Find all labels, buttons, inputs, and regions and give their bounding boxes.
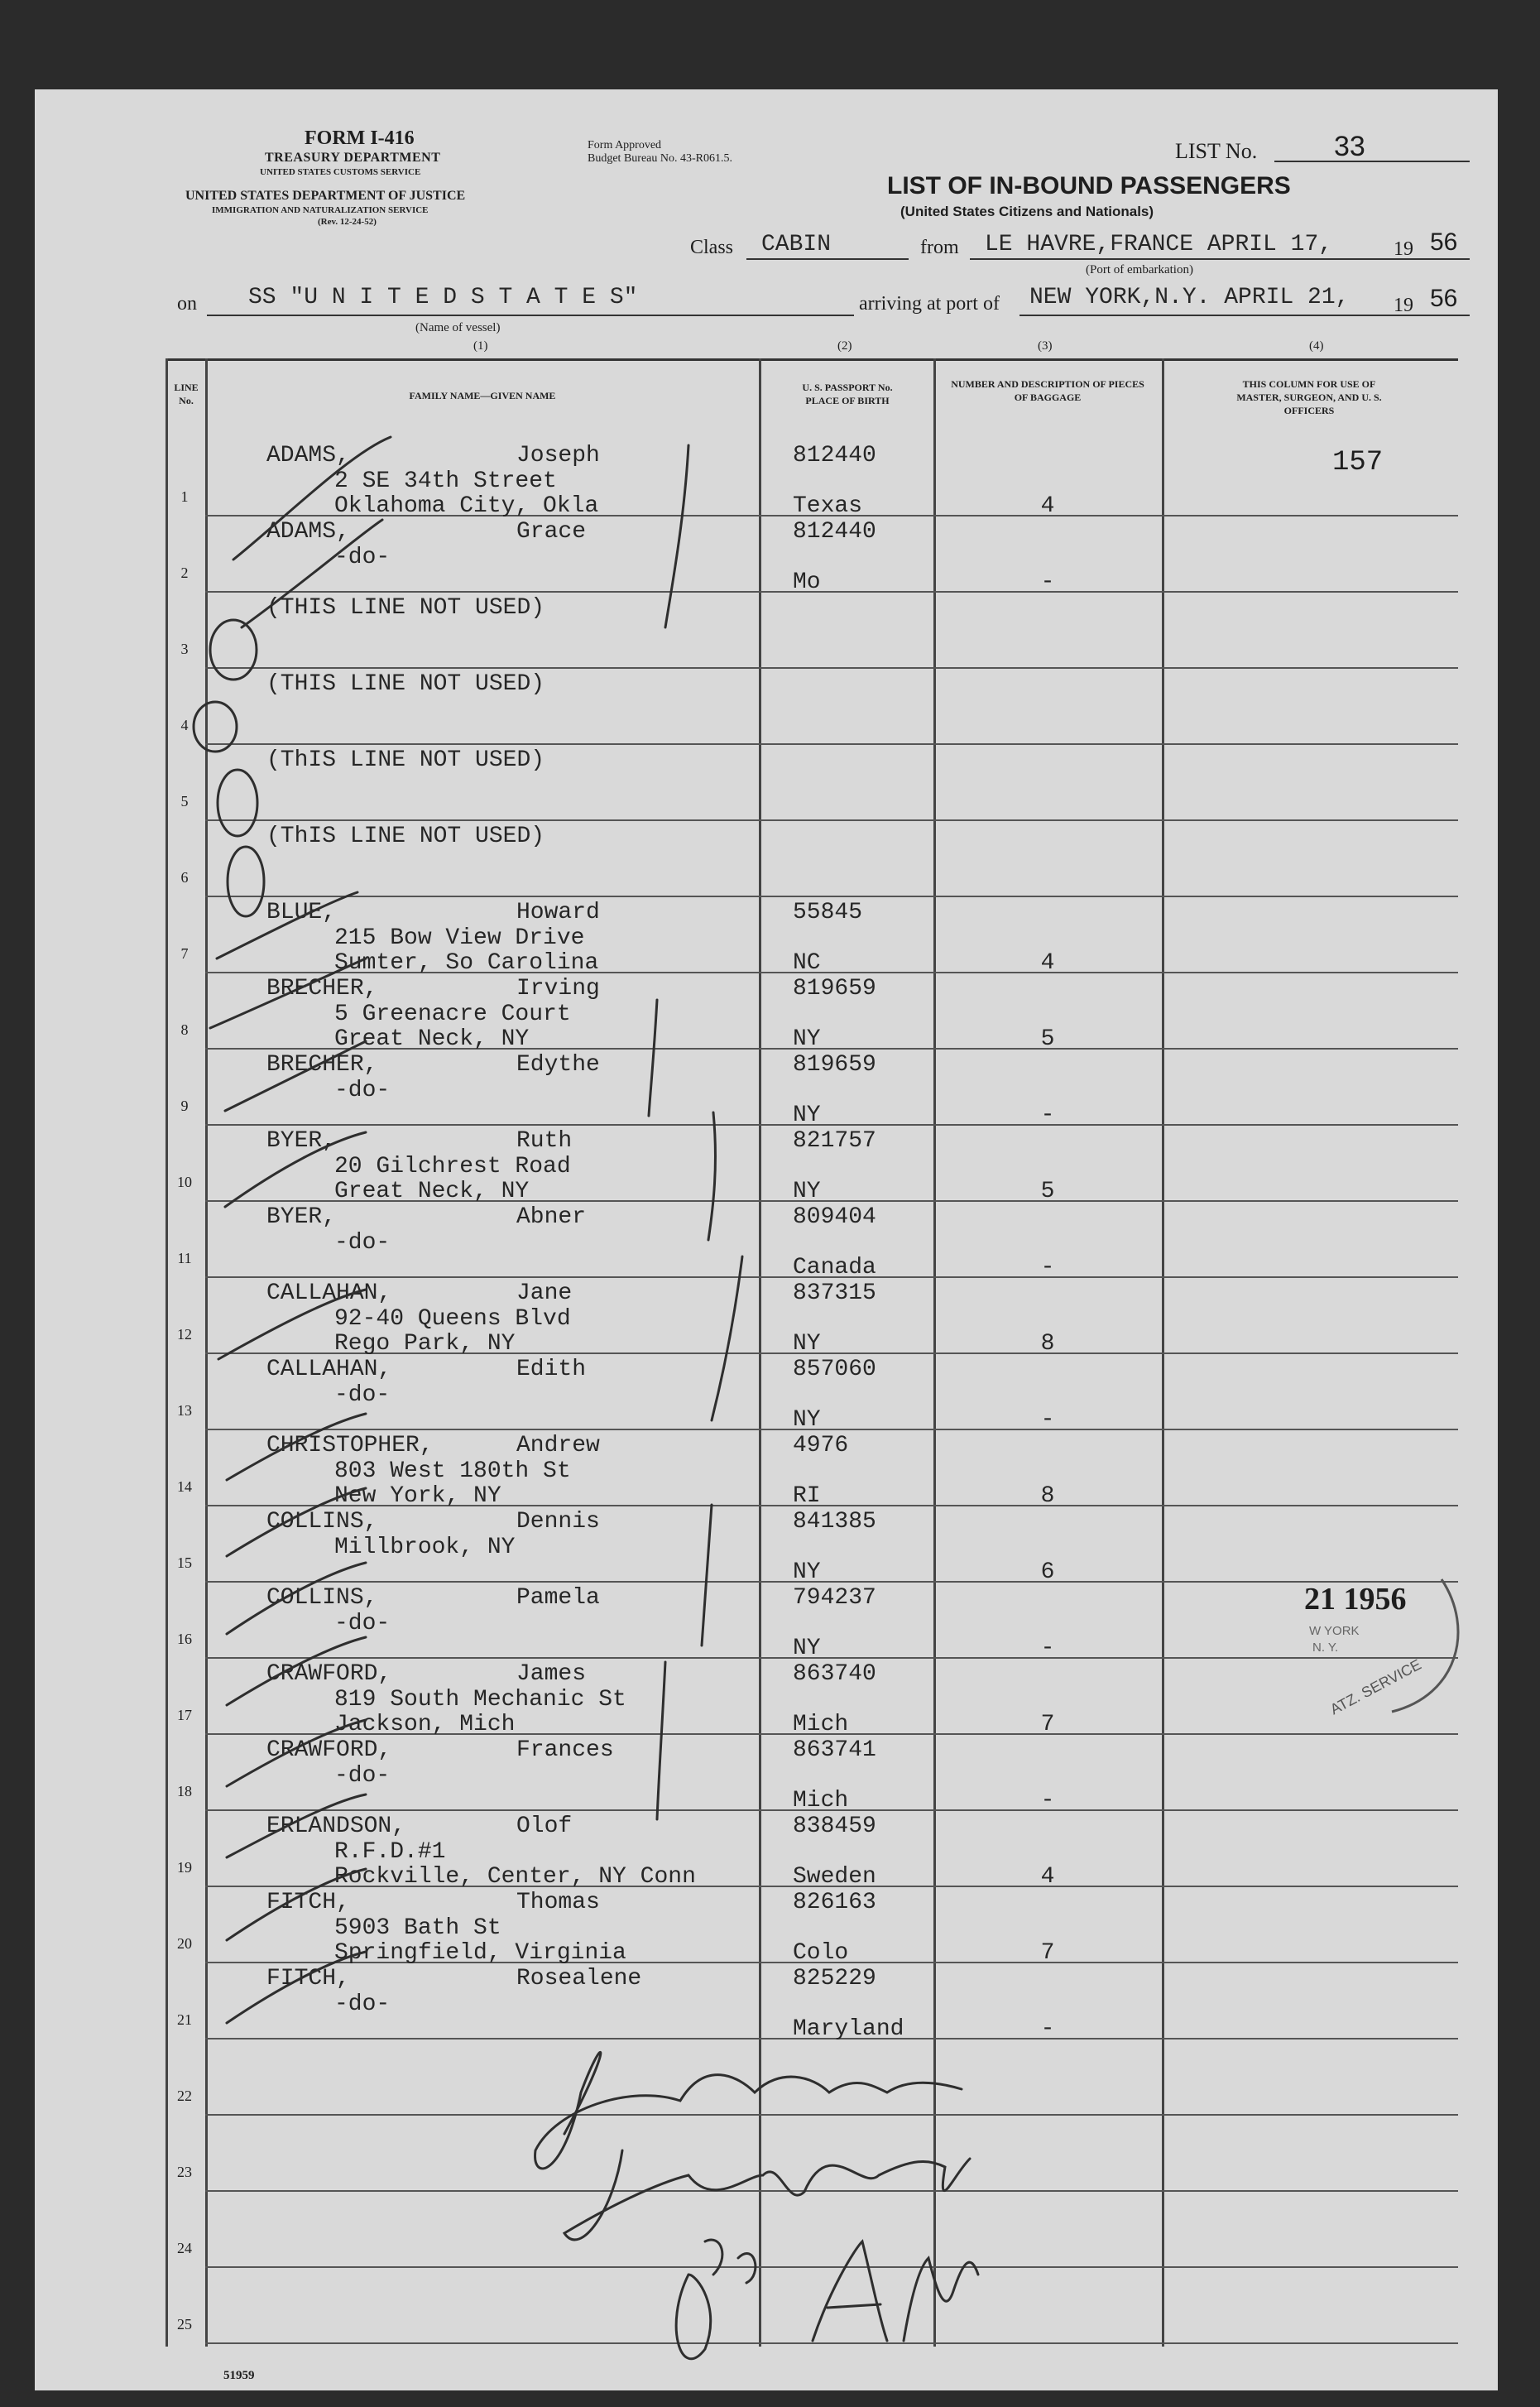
pen-marks [35, 89, 1498, 2390]
place-of-birth: NC [793, 950, 821, 976]
place-of-birth: Texas [793, 493, 863, 519]
place-of-birth: NY [793, 1179, 821, 1204]
row-divider [205, 2342, 1458, 2344]
family-name: (ThIS LINE NOT USED) [266, 747, 545, 773]
passport-number: 863740 [793, 1661, 876, 1687]
family-name: (THIS LINE NOT USED) [266, 595, 545, 621]
row-divider [205, 1124, 1458, 1126]
line-number: 24 [177, 2240, 192, 2256]
given-name: Dennis [516, 1509, 600, 1535]
address-line-2: Oklahoma City, Okla [334, 493, 599, 519]
row-divider [205, 1429, 1458, 1430]
passport-number: 863741 [793, 1737, 876, 1763]
arrival-year: 56 [1430, 285, 1458, 312]
col-number-3: (3) [1038, 339, 1053, 353]
header-family-name: FAMILY NAME—GIVEN NAME [409, 390, 556, 401]
given-name: Andrew [516, 1433, 600, 1458]
stamp-state: N. Y. [1312, 1641, 1339, 1655]
place-of-birth: Maryland [793, 2016, 904, 2042]
given-name: Joseph [516, 443, 600, 468]
address-line-1: -do- [334, 1763, 391, 1789]
baggage-count: 4 [1040, 493, 1055, 519]
line-number: 6 [180, 869, 189, 886]
baggage-count: - [1040, 1255, 1055, 1280]
address-line-1: 819 South Mechanic St [334, 1687, 626, 1713]
baggage-count: 5 [1040, 1179, 1055, 1204]
address-line-1: 20 Gilchrest Road [334, 1154, 571, 1179]
stamp-service: ATZ. SERVICE [1327, 1655, 1424, 1718]
baggage-count: 8 [1040, 1483, 1055, 1509]
address-line-1: 5903 Bath St [334, 1915, 501, 1941]
port-embarkation-caption: (Port of embarkation) [1086, 263, 1193, 276]
baggage-count: 5 [1040, 1026, 1055, 1052]
passport-number: 812440 [793, 519, 876, 545]
officer-note: 157 [1332, 447, 1384, 478]
row-divider [205, 667, 1458, 669]
given-name: Ruth [516, 1128, 573, 1154]
baggage-count: 4 [1040, 950, 1055, 976]
line-number: 10 [177, 1174, 192, 1190]
line-number: 14 [177, 1478, 192, 1495]
family-name: (ThIS LINE NOT USED) [266, 824, 545, 849]
line-number: 21 [177, 2011, 192, 2028]
family-name: BRECHER, [266, 976, 378, 1002]
from-year: 56 [1430, 228, 1458, 256]
address-line-2: Rockville, Center, NY Conn [334, 1864, 696, 1890]
line-number: 9 [180, 1098, 189, 1114]
form-title: LIST OF IN-BOUND PASSENGERS [887, 172, 1291, 199]
family-name: CRAWFORD, [266, 1737, 392, 1763]
family-name: CALLAHAN, [266, 1357, 392, 1382]
line-number: 4 [180, 717, 189, 733]
header-baggage: NUMBER AND DESCRIPTION OF PIECES OF BAGGAGE [951, 378, 1144, 403]
given-name: Abner [516, 1204, 587, 1230]
baggage-count: - [1040, 569, 1055, 595]
line-number: 25 [177, 2316, 192, 2333]
passport-number: 812440 [793, 443, 876, 468]
family-name: ADAMS, [266, 443, 350, 468]
line-number: 20 [177, 1935, 192, 1952]
list-no-value: 33 [1334, 131, 1365, 162]
class-value: CABIN [761, 232, 832, 257]
given-name: Olof [516, 1814, 573, 1839]
line-number: 11 [177, 1250, 192, 1266]
family-name: FITCH, [266, 1966, 350, 1991]
revision-date: (Rev. 12-24-52) [318, 217, 377, 227]
col-number-2: (2) [837, 339, 852, 353]
tally-stroke [708, 1112, 715, 1240]
line-number: 5 [180, 793, 189, 810]
passport-number: 826163 [793, 1890, 876, 1915]
given-name: James [516, 1661, 587, 1687]
place-of-birth: Mich [793, 1712, 849, 1737]
line-number: 22 [177, 2088, 192, 2104]
address-line-1: -do- [334, 545, 391, 570]
baggage-count: 8 [1040, 1331, 1055, 1357]
on-label: on [177, 293, 197, 315]
list-no-label: LIST No. [1175, 139, 1258, 163]
given-name: Thomas [516, 1890, 600, 1915]
inspection-stamp [1276, 1554, 1466, 1720]
place-of-birth: NY [793, 1331, 821, 1357]
passport-number: 838459 [793, 1814, 876, 1839]
line-number: 19 [177, 1859, 192, 1876]
place-of-birth: NY [793, 1636, 821, 1661]
line-number: 23 [177, 2164, 192, 2180]
stamp-date: 21 1956 [1304, 1582, 1407, 1617]
given-name: Rosealene [516, 1966, 642, 1991]
line-number: 1 [180, 488, 189, 505]
arrival-value: NEW YORK,N.Y. APRIL 21, [1029, 285, 1350, 310]
line-number: 3 [180, 641, 189, 657]
stamp-city: W YORK [1309, 1624, 1360, 1638]
address-line-2: Springfield, Virginia [334, 1940, 626, 1966]
given-name: Edith [516, 1357, 587, 1382]
baggage-count: 7 [1040, 1712, 1055, 1737]
address-line-1: 803 West 180th St [334, 1458, 571, 1484]
signature [535, 2052, 962, 2169]
row-divider [205, 2114, 1458, 2116]
vessel-name: SS "U N I T E D S T A T E S" [248, 285, 638, 310]
baggage-count: - [1040, 1103, 1055, 1128]
circle-mark [210, 620, 257, 680]
vessel-caption: (Name of vessel) [415, 321, 501, 334]
given-name: Grace [516, 519, 587, 545]
baggage-count: - [1040, 1788, 1055, 1814]
place-of-birth: Sweden [793, 1864, 876, 1890]
family-name: ERLANDSON, [266, 1814, 406, 1839]
passport-number: 794237 [793, 1585, 876, 1611]
given-name: Pamela [516, 1585, 600, 1611]
passport-number: 809404 [793, 1204, 876, 1230]
line-number: 15 [177, 1554, 192, 1571]
given-name: Frances [516, 1737, 614, 1763]
address-line-2: Great Neck, NY [334, 1026, 530, 1052]
baggage-count: - [1040, 2016, 1055, 2042]
row-divider [205, 743, 1458, 745]
baggage-count: 7 [1040, 1940, 1055, 1966]
passport-number: 857060 [793, 1357, 876, 1382]
passport-number: 825229 [793, 1966, 876, 1991]
from-value: LE HAVRE,FRANCE APRIL 17, [985, 232, 1333, 257]
arrival-year-prefix: 19 [1394, 295, 1413, 316]
signature [813, 2241, 978, 2341]
baggage-count: - [1040, 1407, 1055, 1433]
baggage-count: 6 [1040, 1559, 1055, 1585]
address-line-1: -do- [334, 1611, 391, 1636]
row-divider [205, 2266, 1458, 2268]
address-line-1: 5 Greenacre Court [334, 1002, 571, 1027]
address-line-2: Rego Park, NY [334, 1331, 516, 1357]
circle-mark [228, 847, 264, 916]
col-number-4: (4) [1309, 339, 1324, 353]
passport-number: 4976 [793, 1433, 849, 1458]
ins-service: IMMIGRATION AND NATURALIZATION SERVICE [212, 205, 429, 215]
col-number-1: (1) [473, 339, 488, 353]
tally-stroke [665, 445, 688, 627]
row-divider [205, 1657, 1458, 1659]
passport-number: 837315 [793, 1280, 876, 1306]
given-name: Edythe [516, 1052, 600, 1078]
line-number: 13 [177, 1402, 192, 1419]
passport-number: 841385 [793, 1509, 876, 1535]
family-name: BYER, [266, 1204, 337, 1230]
given-name: Jane [516, 1280, 573, 1306]
address-line-1: -do- [334, 1991, 391, 2017]
place-of-birth: Colo [793, 1940, 849, 1966]
class-label: Class [690, 237, 734, 258]
address-line-1: 215 Bow View Drive [334, 925, 585, 951]
address-line-2: Jackson, Mich [334, 1712, 516, 1737]
row-divider [205, 2190, 1458, 2192]
budget-bureau: Budget Bureau No. 43-R061.5. [588, 152, 732, 165]
place-of-birth: NY [793, 1026, 821, 1052]
passport-number: 55845 [793, 900, 863, 925]
family-name: FITCH, [266, 1890, 350, 1915]
family-name: BRECHER, [266, 1052, 378, 1078]
from-label: from [920, 237, 959, 258]
passenger-list-form [35, 89, 1498, 2390]
given-name: Howard [516, 900, 600, 925]
row-divider [205, 1581, 1458, 1583]
table-top-border [166, 358, 1458, 361]
family-name: BYER, [266, 1128, 337, 1154]
address-line-1: -do- [334, 1382, 391, 1408]
header-line-no: LINE No. [174, 382, 199, 406]
form-subtitle: (United States Citizens and Nationals) [900, 204, 1154, 219]
row-divider [205, 819, 1458, 821]
address-line-2: Great Neck, NY [334, 1179, 530, 1204]
family-name: CRAWFORD, [266, 1661, 392, 1687]
row-divider [205, 896, 1458, 897]
address-line-1: -do- [334, 1230, 391, 1256]
form-approved: Form Approved [588, 139, 662, 151]
passport-number: 821757 [793, 1128, 876, 1154]
place-of-birth: Mich [793, 1788, 849, 1814]
place-of-birth: NY [793, 1103, 821, 1128]
address-line-1: R.F.D.#1 [334, 1839, 446, 1865]
tally-stroke [657, 1662, 665, 1819]
address-line-1: -do- [334, 1078, 391, 1103]
family-name: (THIS LINE NOT USED) [266, 671, 545, 697]
baggage-count: 4 [1040, 1864, 1055, 1890]
tally-stroke [712, 1256, 742, 1420]
passport-number: 819659 [793, 976, 876, 1002]
given-name: Irving [516, 976, 600, 1002]
form-number: FORM I-416 [305, 127, 415, 149]
place-of-birth: NY [793, 1407, 821, 1433]
passport-number: 819659 [793, 1052, 876, 1078]
header-passport: U. S. PASSPORT No. PLACE OF BIRTH [802, 382, 893, 406]
address-line-2: Sumter, So Carolina [334, 950, 599, 976]
footer-code: 51959 [223, 2369, 255, 2382]
place-of-birth: NY [793, 1559, 821, 1585]
address-line-2: New York, NY [334, 1483, 501, 1509]
baggage-count: - [1040, 1636, 1055, 1661]
family-name: BLUE, [266, 900, 337, 925]
family-name: COLLINS, [266, 1509, 378, 1535]
treasury-dept: TREASURY DEPARTMENT [265, 151, 441, 165]
row-divider [205, 591, 1458, 593]
place-of-birth: Canada [793, 1255, 876, 1280]
line-number: 12 [177, 1326, 192, 1343]
family-name: CALLAHAN, [266, 1280, 392, 1306]
line-number: 2 [180, 565, 189, 581]
place-of-birth: RI [793, 1483, 821, 1509]
line-number: 18 [177, 1783, 192, 1799]
line-number: 17 [177, 1707, 192, 1723]
line-number: 16 [177, 1631, 192, 1647]
address-line-1: Millbrook, NY [334, 1535, 516, 1560]
signature [676, 2275, 711, 2359]
tally-stroke [702, 1505, 712, 1646]
line-number: 8 [180, 1021, 189, 1038]
line-number: 7 [180, 945, 189, 962]
header-officers: THIS COLUMN FOR USE OF MASTER, SURGEON, AND U. S. OFFICERS [1236, 378, 1382, 416]
family-name: COLLINS, [266, 1585, 378, 1611]
signature [705, 2240, 756, 2283]
circle-mark [218, 770, 257, 836]
address-line-1: 92-40 Queens Blvd [334, 1306, 571, 1332]
tally-stroke [649, 1000, 657, 1116]
place-of-birth: Mo [793, 569, 821, 595]
signature [564, 2150, 970, 2240]
arriving-label: arriving at port of [859, 293, 1000, 315]
address-line-1: 2 SE 34th Street [334, 468, 557, 494]
from-year-prefix: 19 [1394, 238, 1413, 260]
justice-dept: UNITED STATES DEPARTMENT OF JUSTICE [185, 189, 466, 203]
family-name: ADAMS, [266, 519, 350, 545]
family-name: CHRISTOPHER, [266, 1433, 434, 1458]
customs-service: UNITED STATES CUSTOMS SERVICE [260, 167, 421, 177]
